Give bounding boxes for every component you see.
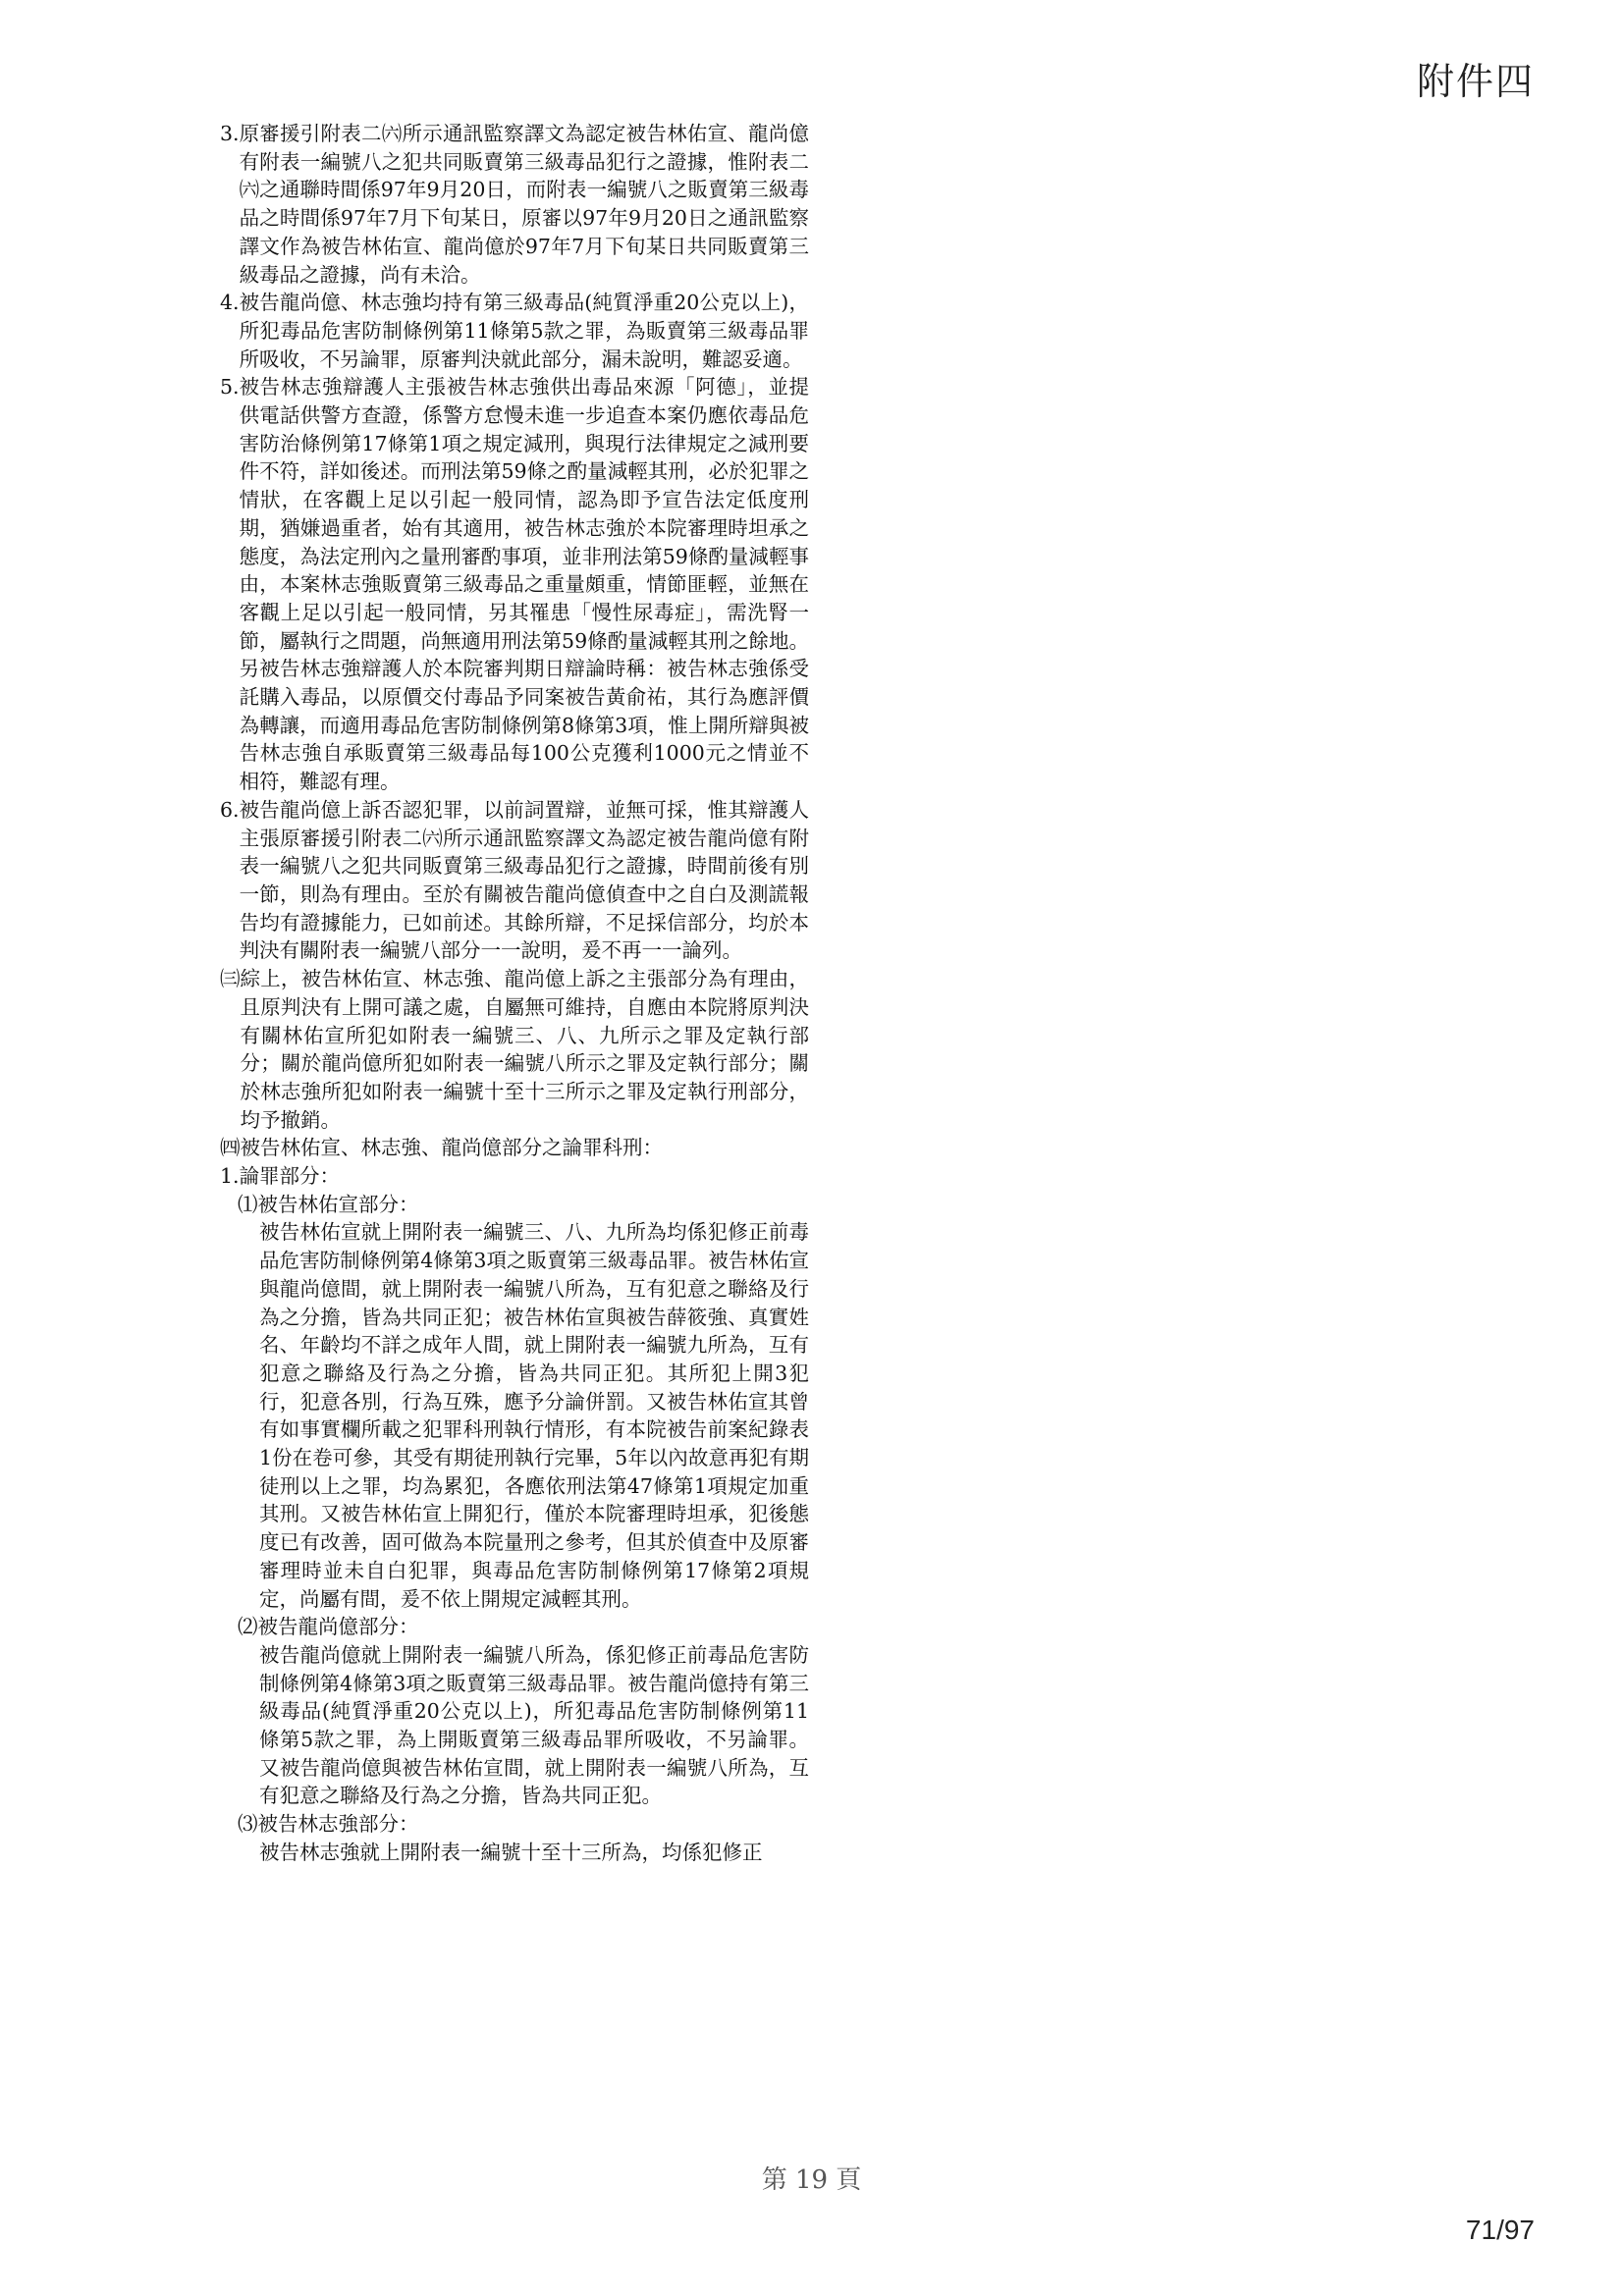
item-number: ⑶	[238, 1812, 258, 1837]
subsection-number: 1.	[220, 1164, 240, 1189]
section-number: ㈢	[220, 967, 241, 991]
paragraph-5	[220, 373, 809, 796]
subsection-1-heading	[220, 1162, 809, 1191]
annex-label: 附件四	[1416, 60, 1535, 103]
section-text: 綜上，被告林佑宣、林志強、龍尚億上訴之主張部分為有理由，且原判決有上開可議之處，自屬無可維持，自應由本院將原判決有關林佑宣所犯如附表一編號三、八、九所示之罪及定執行部分；關於龍尚億所犯如附表一編號八所示之罪及定執行部分；關於林志強所犯如附表一編號十至十三所示之罪及定執行刑部分，均予撤銷。	[240, 967, 809, 1132]
item-heading: 被告林志強部分：	[257, 1812, 419, 1837]
paragraph-number: 3.	[220, 122, 240, 145]
section-3-conclusion	[220, 965, 809, 1134]
paragraph-3	[220, 120, 809, 289]
item-heading: 被告林佑宣部分：	[257, 1192, 419, 1216]
defendant-lin-youxuan-heading	[238, 1191, 809, 1219]
defendant-lin-zhiqiang-heading	[238, 1810, 809, 1839]
judgment-body	[220, 120, 809, 1867]
paragraph-6	[220, 796, 809, 965]
page-count: 71/97	[1465, 2215, 1535, 2245]
paragraph-text: 被告龍尚億、林志強均持有第三級毒品(純質淨重20公克以上)，所犯毒品危害防制條例第11條第5款之罪，為販賣第三級毒品罪所吸收，不另論罪，原審判決就此部分，漏未說明，難認妥適。	[239, 291, 809, 371]
paragraph-number: 6.	[220, 797, 240, 822]
paragraph-text: 原審援引附表二㈥所示通訊監察譯文為認定被告林佑宣、龍尚億有附表一編號八之犯共同販賣第三級毒品犯行之證據，惟附表二㈥之通聯時間係97年9月20日，而附表一編號八之販賣第三級毒品之時間係97年7月下旬某日，原審以97年9月20日之通訊監察譯文作為被告林佑宣、龍尚億於97年7月下旬某日共同販賣第三級毒品之證據，尚有未洽。	[239, 122, 809, 287]
subsection-heading: 論罪部分：	[239, 1164, 341, 1189]
section-heading: 被告林佑宣、林志強、龍尚億部分之論罪科刑：	[240, 1136, 663, 1160]
section-number: ㈣	[220, 1136, 241, 1160]
paragraph-text: 被告林志強辯護人主張被告林志強供出毒品來源「阿德」，並提供電話供警方查證，係警方怠慢未進一步追查本案仍應依毒品危害防治條例第17條第1項之規定減刑，與現行法律規定之減刑要件不符，詳如後述。而刑法第59條之酌量減輕其刑，必於犯罪之情狀，在客觀上足以引起一般同情，認為即予宣告法定低度刑期，猶嫌過重者，始有其適用，被告林志強於本院審理時坦承之態度，為法定刑內之量刑審酌事項，並非刑法第59條酌量減輕事由，本案林志強販賣第三級毒品之重量頗重，情節匪輕，並無在客觀上足以引起一般同情，另其罹患「慢性尿毒症」，需洗腎一節，屬執行之問題，尚無適用刑法第59條酌量減輕其刑之餘地。另被告林志強辯護人於本院審判期日辯論時稱：被告林志強係受託購入毒品，以原價交付毒品予同案被告黃俞祐，其行為應評價為轉讓，而適用毒品危害防制條例第8條第3項，惟上開所辯與被告林志強自承販賣第三級毒品每100公克獲利1000元之情並不相符，難認有理。	[239, 375, 809, 794]
defendant-lin-youxuan-text: 被告林佑宣就上開附表一編號三、八、九所為均係犯修正前毒品危害防制條例第4條第3項之販賣第三級毒品罪。被告林佑宣與龍尚億間，就上開附表一編號八所為，互有犯意之聯絡及行為之分擔，皆為共同正犯；被告林佑宣與被告薛筱強、真實姓名、年齡均不詳之成年人間，就上開附表一編號九所為，互有犯意之聯絡及行為之分擔，皆為共同正犯。其所犯上開3犯行，犯意各別，行為互殊，應予分論併罰。又被告林佑宣其曾有如事實欄所載之犯罪科刑執行情形，有本院被告前案紀錄表1份在卷可參，其受有期徒刑執行完畢，5年以內故意再犯有期徒刑以上之罪，均為累犯，各應依刑法第47條第1項規定加重其刑。又被告林佑宣上開犯行，僅於本院審理時坦承，犯後態度已有改善，固可做為本院量刑之參考，但其於偵查中及原審審理時並未自白犯罪，與毒品危害防制條例第17條第2項規定，尚屬有間，爰不依上開規定減輕其刑。	[259, 1220, 809, 1611]
item-number: ⑴	[238, 1192, 258, 1216]
defendant-long-shangyi-heading	[238, 1613, 809, 1641]
paragraph-number: 5.	[220, 375, 240, 400]
section-4-heading	[220, 1134, 809, 1162]
defendant-lin-zhiqiang-text: 被告林志強就上開附表一編號十至十三所為，均係犯修正	[259, 1840, 763, 1864]
paragraph-text: 被告龍尚億上訴否認犯罪，以前詞置辯，並無可採，惟其辯護人主張原審援引附表二㈥所示通訊監察譯文為認定被告龍尚億有附表一編號八之犯共同販賣第三級毒品犯行之證據，時間前後有別一節，則為有理由。至於有關被告龍尚億偵查中之自白及測謊報告均有證據能力，已如前述。其餘所辯，不足採信部分，均於本判決有關附表一編號八部分一一說明，爰不再一一論列。	[239, 797, 809, 963]
item-number: ⑵	[238, 1615, 258, 1639]
defendant-long-shangyi-text: 被告龍尚億就上開附表一編號八所為，係犯修正前毒品危害防制條例第4條第3項之販賣第三級毒品罪。被告龍尚億持有第三級毒品(純質淨重20公克以上)，所犯毒品危害防制條例第11條第5款之罪，為上開販賣第三級毒品罪所吸收，不另論罪。又被告龍尚億與被告林佑宣間，就上開附表一編號八所為，互有犯意之聯絡及行為之分擔，皆為共同正犯。	[259, 1642, 809, 1808]
paragraph-4	[220, 289, 809, 373]
page-number: 第 19 頁	[761, 2165, 862, 2195]
item-heading: 被告龍尚億部分：	[257, 1615, 419, 1639]
paragraph-number: 4.	[220, 291, 240, 315]
